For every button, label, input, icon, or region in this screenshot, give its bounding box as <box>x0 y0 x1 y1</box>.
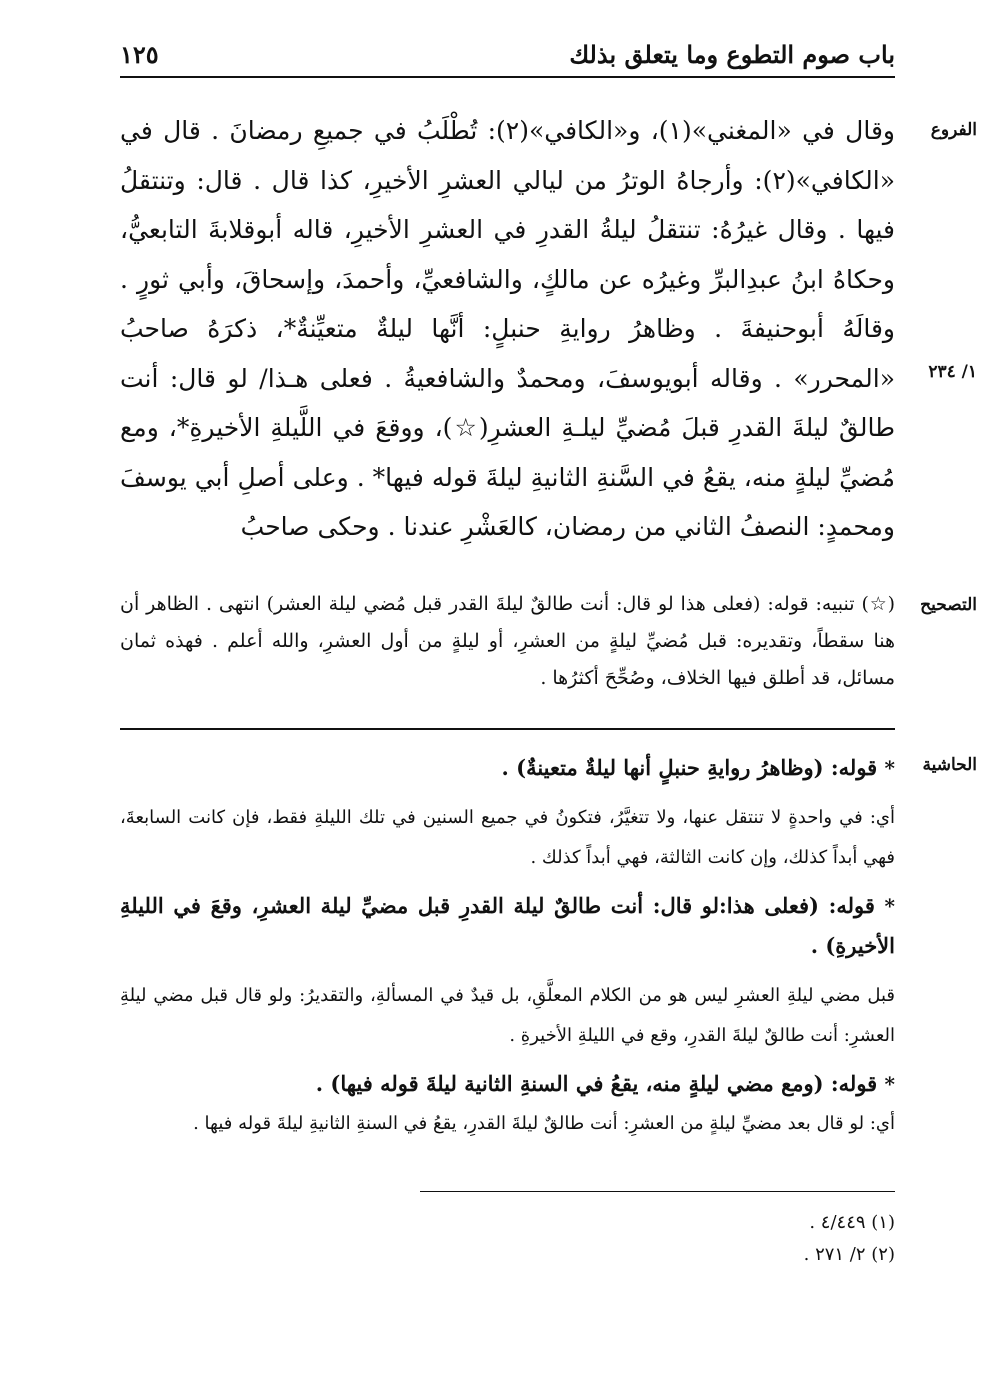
margin-label-furu: الفروع <box>930 120 977 140</box>
hashiya-entry-heading-text: قوله: (وظاهرُ روايةِ حنبلٍ أنها ليلةٌ متعينةٌ) . <box>501 755 878 780</box>
hashiya-entry-body: أي: لو قال بعد مضيِّ ليلةٍ من العشرِ: أنت طالقٌ ليلةَ القدرِ، يقعُ في السنةِ الثانيةِ ليلةَ قوله فيها . <box>193 1113 895 1134</box>
hashiya-entry-heading-text: قوله: (ومع مضي ليلةٍ منه، يقعُ في السنةِ الثانية ليلةَ قوله فيها) . <box>315 1071 878 1096</box>
hashiya-entry-heading <box>120 1064 895 1104</box>
running-title: باب صوم التطوع وما يتعلق بذلك <box>569 40 895 69</box>
page-header <box>120 36 895 78</box>
page-number: ١٢٥ <box>120 40 159 69</box>
asterisk-marker: * <box>884 756 895 780</box>
hashiya-entry <box>120 748 895 878</box>
hashiya-entry-body: أي: في واحدةٍ لا تنتقل عنها، ولا تتغيَّرُ، فتكونُ في جميع السنين في تلك الليلةِ فقط، فإن كانت السابعةَ، فهي أبداً كذلك، وإن كانت الثالثة، فهي أبداً كذلك . <box>120 807 895 868</box>
main-text-paragraph: وقال في «المغني»(١)، و«الكافي»(٢): تُطْلَبُ في جميعِ رمضانَ . قال في «الكافي»(٢): وأرجاهُ الوترُ من ليالي العشرِ الأخيرِ، كذا قال . قال: وتنتقلُ فيها . وقال غيرُهُ: تنتقلُ ليلةُ القدرِ في العشرِ الأخيرِ، قاله أبوقلابةَ التابعيُّ، وحكاهُ ابنُ عبدِالبرِّ وغيرُه عن مالكٍ، والشافعيِّ، وأحمدَ، وإسحاقَ، وأبي ثورٍ . وقالَهُ أبوحنيفةَ . وظاهرُ روايةِ حنبلٍ: أنَّها ليلةٌ متعيِّنةٌ*، ذكرَهُ صاحبُ «المحرر» . وقاله أبويوسفَ، ومحمدٌ والشافعيةُ . فعلى هـذا/ لو قال: أنت طالقٌ ليلةَ القدرِ قبلَ مُضيِّ ليلـةِ العشرِ(☆)، ووقعَ في اللَّيلةِ الأخيرةِ*، ومع مُضيِّ ليلةٍ منه، يقعُ في السَّنةِ الثانيةِ ليلةَ قوله فيها* . وعلى أصلِ أبي يوسفَ ومحمدٍ: النصفُ الثاني من رمضان، كالعَشْرِ عندنا . وحكى صاحبُ <box>120 116 895 541</box>
footnote-1: (١) ٤/٤٤٩ . <box>809 1212 895 1233</box>
asterisk-marker: * <box>884 1072 895 1096</box>
footnotes <box>120 1207 895 1271</box>
hashiya-entry-heading <box>120 886 895 966</box>
margin-label-tashih: التصحيح <box>920 595 977 615</box>
hashiya-entry <box>120 1064 895 1144</box>
margin-volume-page-reference: ١/ ٢٣٤ <box>928 362 977 382</box>
margin-label-hashiya: الحاشية <box>922 755 977 775</box>
hashiya-entry <box>120 886 895 1056</box>
footnote-divider <box>420 1191 895 1192</box>
hashiya-section <box>120 748 895 1152</box>
hashiya-entry-heading-text: قوله: (فعلى هذا:لو قال: أنت طالقٌ ليلة القدرِ قبل مضيِّ ليلة العشرِ، وقعَ في الليلةِ الأخيرةِ) . <box>120 893 895 958</box>
hashiya-entry-heading <box>120 748 895 788</box>
asterisk-marker: * <box>884 894 895 918</box>
tashih-note: (☆) تنبيه: قوله: (فعلى هذا لو قال: أنت طالقٌ ليلةَ القدر قبل مُضي ليلة العشر) انتهى . الظاهر أن هنا سقطاً، وتقديره: قبل مُضيِّ ليلةٍ من العشرِ، أو ليلةٍ من أول العشرِ، والله أعلم . فهذه ثمان مسائل، قد أطلق فيها الخلاف، وصُحِّحَ أكثرُها . <box>120 593 895 689</box>
footnote-2: (٢) ٢/ ٢٧١ . <box>803 1244 895 1265</box>
section-divider <box>120 728 895 730</box>
hashiya-entry-body: قبل مضي ليلةِ العشرِ ليس هو من الكلام المعلَّقِ، بل قيدٌ في المسألةِ، والتقديرُ: ولو قال قبل مضي ليلةِ العشرِ: أنت طالقٌ ليلةَ القدرِ، وقع في الليلةِ الأخيرةِ . <box>120 985 895 1046</box>
